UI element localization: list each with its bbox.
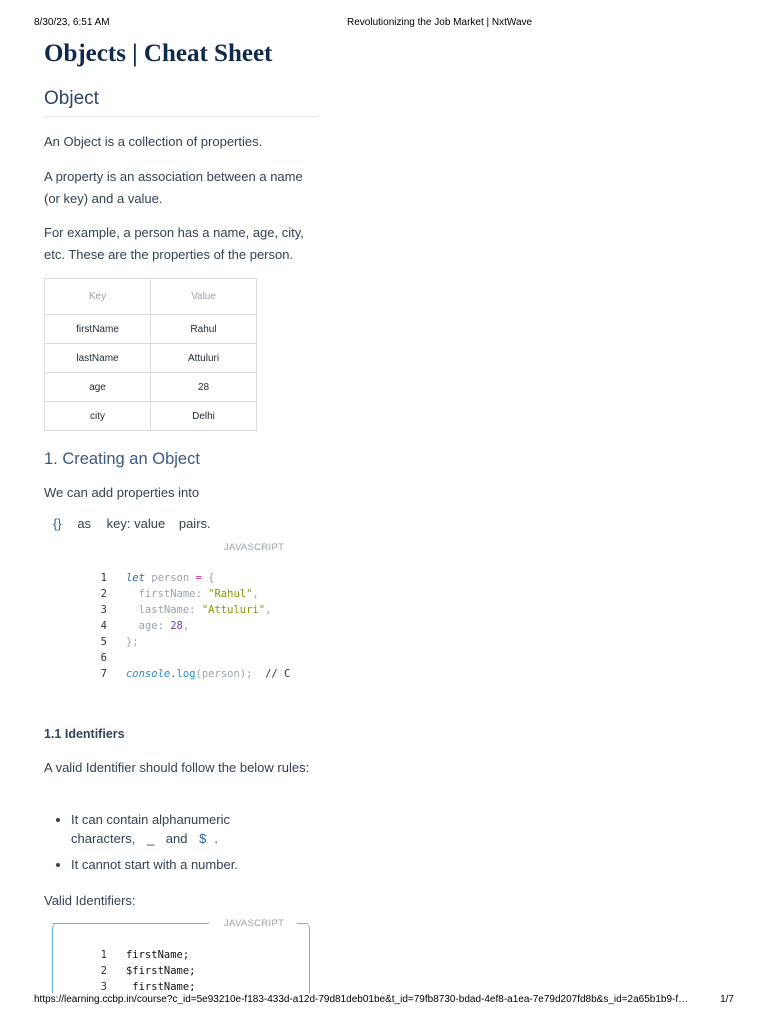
print-page-number: 1/7 [720, 994, 734, 1005]
table-row [45, 373, 257, 402]
rule-end: . [214, 831, 218, 846]
identifiers-intro: A valid Identifier should follow the below rules: [44, 760, 310, 775]
code-token-operator: = [195, 572, 202, 584]
code-token-object: console [125, 668, 171, 680]
code-language-label: JAVASCRIPT [224, 542, 285, 553]
properties-table [44, 278, 257, 431]
list-item [71, 810, 291, 848]
table-cell-value: Delhi [151, 402, 257, 431]
inline-text-as: as [77, 516, 92, 531]
code-line [93, 963, 196, 979]
table-header-row [45, 279, 257, 315]
table-header-key: Key [45, 279, 151, 315]
code-frame-top-right [297, 923, 308, 924]
print-url: https://learning.ccbp.in/course?c_id=5e93210e-f183-433d-a12d-79d81deb01be&t_id=79fb8730-bdad-4ef8-a1ea-7e79d207fd8b&s_id=2a65b1b9-f… [34, 994, 689, 1005]
print-timestamp: 8/30/23, 6:51 AM [34, 17, 110, 28]
code-line [93, 650, 290, 666]
line-number: 2 [100, 965, 107, 977]
code-text: firstName; [125, 949, 190, 961]
table-row [45, 344, 257, 373]
table-header-value: Value [151, 279, 257, 315]
code-frame-top-left [52, 923, 209, 924]
line-number: 2 [100, 588, 107, 600]
page-title: Objects | Cheat Sheet [44, 40, 273, 67]
inline-code-braces: {} [53, 516, 62, 531]
table-cell-key: firstName [45, 315, 151, 344]
code-token-keyword: let [125, 572, 145, 584]
line-number: 1 [100, 572, 107, 584]
inline-code-key-value: key: value [106, 516, 166, 531]
code-line [93, 634, 290, 650]
code-text: firstName; [125, 981, 196, 991]
code-line [93, 618, 290, 634]
code-line [93, 602, 290, 618]
table-cell-value: 28 [151, 373, 257, 402]
code-token-punctuation: }; [125, 636, 139, 648]
print-page-title: Revolutionizing the Job Market | NxtWave [347, 17, 533, 28]
code-token-string: "Rahul" [208, 588, 253, 600]
inline-code-dollar: $ [199, 831, 207, 846]
inline-code-underscore: _ [146, 831, 155, 846]
print-footer [34, 994, 734, 1008]
code-token-identifier: person [144, 572, 196, 584]
code-token-punctuation: , [265, 604, 272, 616]
code-text: $firstName; [125, 965, 196, 977]
property-example: For example, a person has a name, age, city, etc. These are the properties of the person. [44, 225, 304, 262]
code-token-punctuation: { [201, 572, 215, 584]
line-number: 4 [100, 620, 107, 632]
code-token-punctuation: , [182, 620, 190, 632]
code-token-string: "Attuluri" [201, 604, 266, 616]
code-line [93, 586, 290, 602]
code-token-key: firstName: [125, 588, 209, 600]
list-item: • It cannot start with a number. [71, 855, 291, 874]
code-line [93, 666, 290, 682]
property-definition: A property is an association between a name (or key) and a value. [44, 169, 303, 206]
section-heading-object: Object [44, 88, 318, 117]
line-number: 3 [100, 604, 107, 616]
code-block-create-object [93, 570, 290, 682]
code-token-args: (person); [195, 668, 253, 680]
table-cell-key: city [45, 402, 151, 431]
table-row [45, 315, 257, 344]
code-line [93, 570, 290, 586]
identifier-rules-list [44, 810, 291, 881]
line-number: 1 [100, 949, 107, 961]
code-token-number: 28 [170, 620, 183, 632]
rule-and: and [165, 831, 188, 846]
line-number: 3 [100, 981, 107, 991]
line-number: 5 [100, 636, 107, 648]
code-line [93, 947, 196, 963]
inline-syntax-row [44, 516, 211, 531]
inline-text-pairs: pairs. [178, 516, 211, 531]
table-row [45, 402, 257, 431]
code-line [93, 979, 196, 991]
code-token-key: lastName: [125, 604, 202, 616]
print-header [34, 17, 734, 31]
rule-text: It can contain alphanumeric characters, [71, 812, 230, 846]
line-number: 7 [100, 668, 107, 680]
table-cell-value: Rahul [151, 315, 257, 344]
table-cell-key: lastName [45, 344, 151, 373]
code-block-valid-identifiers [93, 947, 196, 991]
table-cell-value: Attuluri [151, 344, 257, 373]
object-definition: An Object is a collection of properties. [44, 134, 263, 149]
code-token-punctuation: , [252, 588, 259, 600]
valid-identifiers-label: Valid Identifiers: [44, 893, 136, 908]
code-language-label: JAVASCRIPT [224, 918, 285, 929]
table-cell-key: age [45, 373, 151, 402]
code-token-comment: // C [252, 668, 291, 680]
section-heading-identifiers: 1.1 Identifiers [44, 727, 125, 741]
line-number: 6 [100, 652, 107, 664]
code-token-method: .log [170, 668, 196, 680]
creating-intro: We can add properties into [44, 485, 200, 500]
section-heading-creating-object: 1. Creating an Object [44, 450, 200, 468]
code-token-key: age: [125, 620, 171, 632]
